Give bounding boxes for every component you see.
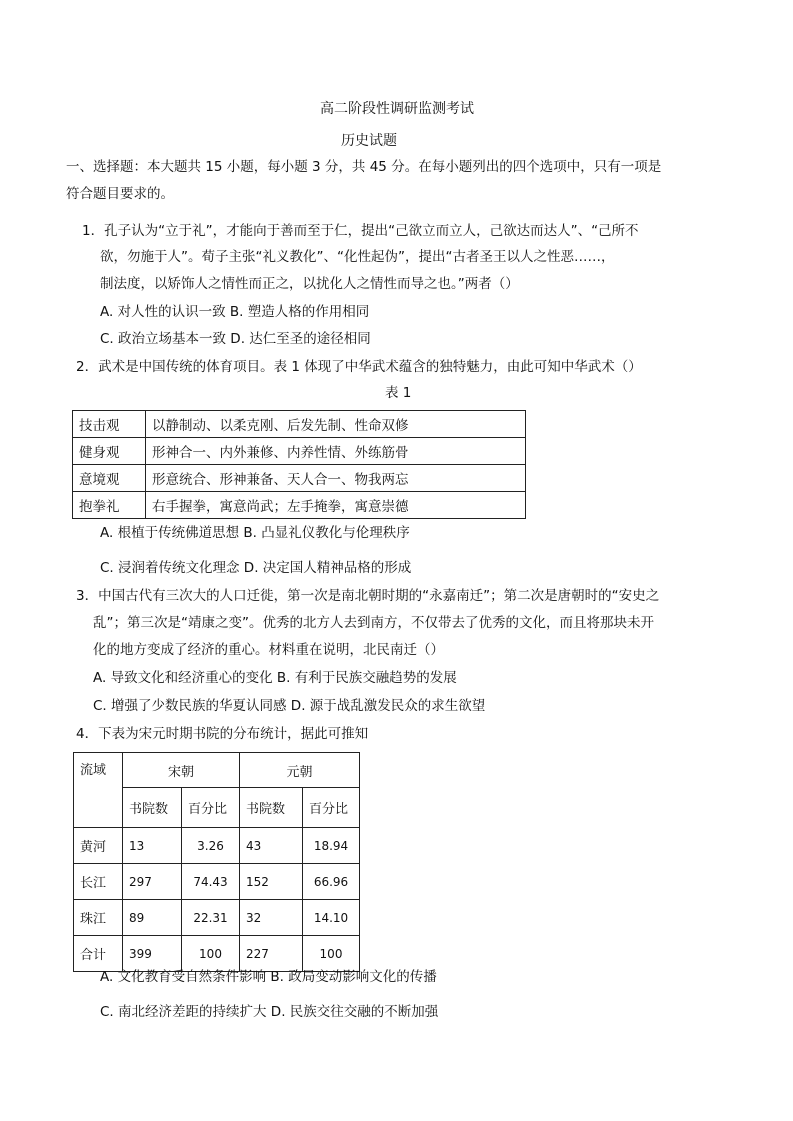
q1-stem-line3: 制法度，以矫饰人之情性而正之，以扰化人之情性而导之也。”两者（） xyxy=(100,276,519,292)
table-header-song: 宋朝 xyxy=(123,753,240,788)
q1-stem-line1: 1．孔子认为“立于礼”，才能向于善而至于仁，提出“己欲立而立人，己欲达而达人”、“己所不 xyxy=(82,223,639,239)
q2-stem: 2．武术是中国传统的体育项目。表 1 体现了中华武术蕴含的独特魅力，由此可知中华武术（） xyxy=(76,359,642,375)
table-cell: 89 xyxy=(123,900,182,936)
table-row xyxy=(74,753,360,788)
table-cell: 399 xyxy=(123,936,182,972)
table-cell: 13 xyxy=(123,828,182,864)
table-row xyxy=(74,864,360,900)
table-header-yuan: 元朝 xyxy=(240,753,360,788)
q4-options-cd[interactable]: C. 南北经济差距的持续扩大 D. 民族交往交融的不断加强 xyxy=(100,1004,439,1020)
table-subheader-pct: 百分比 xyxy=(303,788,360,828)
table-row xyxy=(73,492,526,519)
q3-options-ab[interactable]: A. 导致文化和经济重心的变化 B. 有利于民族交融趋势的发展 xyxy=(93,670,457,686)
q2-table xyxy=(72,410,526,519)
table-cell: 32 xyxy=(240,900,303,936)
q4-stem: 4．下表为宋元时期书院的分布统计，据此可推知 xyxy=(76,726,369,742)
section-instructions-line1: 一、选择题：本大题共 15 小题，每小题 3 分，共 45 分。在每小题列出的四个选项中，只有一项是 xyxy=(66,159,662,175)
table-cell: 152 xyxy=(240,864,303,900)
q1-options-cd[interactable]: C. 政治立场基本一致 D. 达仁至圣的途径相同 xyxy=(100,331,371,347)
table-cell: 100 xyxy=(182,936,240,972)
q3-stem-line2: 乱”；第三次是“靖康之变”。优秀的北方人去到南方，不仅带去了优秀的文化，而且将那块未开 xyxy=(93,615,654,631)
q2-options-ab[interactable]: A. 根植于传统佛道思想 B. 凸显礼仪教化与伦理秩序 xyxy=(100,525,410,541)
table-cell: 3.26 xyxy=(182,828,240,864)
table-cell: 形意统合、形神兼备、天人合一、物我两忘 xyxy=(146,465,526,492)
table-cell: 227 xyxy=(240,936,303,972)
q1-options-ab[interactable]: A. 对人性的认识一致 B. 塑造人格的作用相同 xyxy=(100,304,370,320)
table-subheader-count: 书院数 xyxy=(240,788,303,828)
q2-options-cd[interactable]: C. 浸润着传统文化理念 D. 决定国人精神品格的形成 xyxy=(100,560,412,576)
table-row xyxy=(74,828,360,864)
exam-title: 高二阶段性调研监测考试 xyxy=(320,101,474,117)
table-cell: 珠江 xyxy=(74,900,123,936)
q4-table xyxy=(73,752,360,972)
table-row xyxy=(73,465,526,492)
table-cell: 74.43 xyxy=(182,864,240,900)
q4-options-ab[interactable]: A. 文化教育受自然条件影响 B. 政局变动影响文化的传播 xyxy=(100,969,437,985)
table-cell: 抱拳礼 xyxy=(73,492,146,519)
table-cell: 黄河 xyxy=(74,828,123,864)
table-cell: 技击观 xyxy=(73,411,146,438)
q3-options-cd[interactable]: C. 增强了少数民族的华夏认同感 D. 源于战乱激发民众的求生欲望 xyxy=(93,698,486,714)
q3-stem-line1: 3．中国古代有三次大的人口迁徙，第一次是南北朝时期的“永嘉南迁”；第二次是唐朝时的“安史之 xyxy=(76,588,660,604)
table-cell: 意境观 xyxy=(73,465,146,492)
table-cell: 右手握拳，寓意尚武；左手掩拳，寓意崇德 xyxy=(146,492,526,519)
table-cell: 100 xyxy=(303,936,360,972)
table-cell: 形神合一、内外兼修、内养性情、外练筋骨 xyxy=(146,438,526,465)
table-row xyxy=(73,411,526,438)
table-row xyxy=(73,438,526,465)
q1-stem-line2: 欲，勿施于人”。荀子主张“礼义教化”、“化性起伪”，提出“古者圣王以人之性恶……， xyxy=(100,249,615,265)
exam-subject: 历史试题 xyxy=(341,133,397,149)
table-row xyxy=(74,900,360,936)
table-header-region: 流域 xyxy=(74,753,123,828)
table-cell: 43 xyxy=(240,828,303,864)
q2-table-caption: 表 1 xyxy=(385,385,412,401)
table-cell: 22.31 xyxy=(182,900,240,936)
table-cell: 长江 xyxy=(74,864,123,900)
table-cell: 合计 xyxy=(74,936,123,972)
table-cell: 14.10 xyxy=(303,900,360,936)
table-subheader-pct: 百分比 xyxy=(182,788,240,828)
table-cell: 297 xyxy=(123,864,182,900)
table-subheader-count: 书院数 xyxy=(123,788,182,828)
table-cell: 以静制动、以柔克刚、后发先制、性命双修 xyxy=(146,411,526,438)
q3-stem-line3: 化的地方变成了经济的重心。材料重在说明，北民南迁（） xyxy=(93,642,444,658)
table-cell: 66.96 xyxy=(303,864,360,900)
table-cell: 18.94 xyxy=(303,828,360,864)
table-cell: 健身观 xyxy=(73,438,146,465)
section-instructions-line2: 符合题目要求的。 xyxy=(66,186,174,202)
